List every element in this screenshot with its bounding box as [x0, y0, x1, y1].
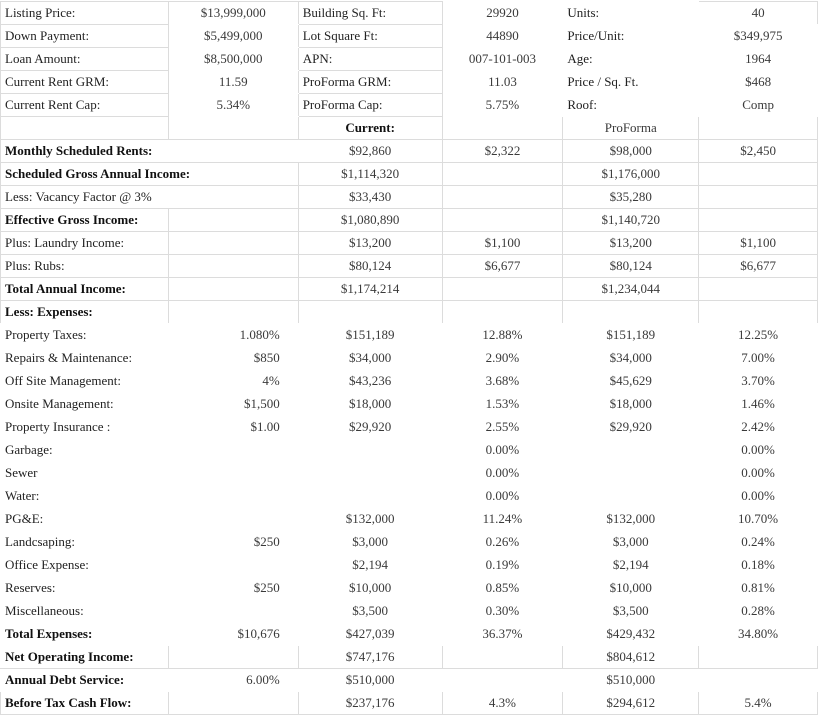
income-row: [1, 255, 818, 278]
proforma-value[interactable]: $35,280: [563, 186, 699, 209]
proforma-value[interactable]: $510,000: [563, 669, 699, 692]
expense-label[interactable]: Onsite Management:: [1, 393, 169, 416]
summary-value[interactable]: 11.59: [168, 71, 298, 94]
income-factor[interactable]: [168, 209, 298, 232]
expense-label[interactable]: Office Expense:: [1, 554, 169, 577]
proforma-value[interactable]: $1,176,000: [563, 163, 699, 186]
proforma-value[interactable]: $3,000: [563, 531, 699, 554]
summary-label[interactable]: Loan Amount:: [1, 48, 169, 71]
expense-factor[interactable]: 4%: [168, 370, 298, 393]
current-value[interactable]: $10,000: [298, 577, 442, 600]
current-per-unit[interactable]: [442, 278, 563, 301]
expense-label[interactable]: Off Site Management:: [1, 370, 169, 393]
proforma-percent[interactable]: 7.00%: [699, 347, 818, 370]
summary-label[interactable]: Listing Price:: [1, 2, 169, 25]
proforma-percent[interactable]: 2.42%: [699, 416, 818, 439]
proforma-percent[interactable]: 5.4%: [699, 692, 818, 715]
proforma-value[interactable]: [563, 462, 699, 485]
total-label[interactable]: Net Operating Income:: [1, 646, 169, 669]
expense-row: [1, 370, 818, 393]
summary-row: [1, 25, 818, 48]
expense-row: [1, 416, 818, 439]
proforma-value[interactable]: [563, 439, 699, 462]
summary-value[interactable]: 1964: [699, 48, 818, 71]
expense-factor[interactable]: $1,500: [168, 393, 298, 416]
summary-row: [1, 48, 818, 71]
proforma-per-unit[interactable]: [699, 186, 818, 209]
expense-label[interactable]: Landcsaping:: [1, 531, 169, 554]
proforma-percent[interactable]: 34.80%: [699, 623, 818, 646]
current-percent[interactable]: 2.55%: [442, 416, 563, 439]
summary-value[interactable]: $468: [699, 71, 818, 94]
total-factor[interactable]: [168, 646, 298, 669]
proforma-percent[interactable]: 0.81%: [699, 577, 818, 600]
current-value[interactable]: $3,500: [298, 600, 442, 623]
current-value[interactable]: [298, 462, 442, 485]
current-percent[interactable]: 0.85%: [442, 577, 563, 600]
summary-value[interactable]: 5.34%: [168, 94, 298, 117]
current-value[interactable]: $1,114,320: [298, 163, 442, 186]
current-per-unit[interactable]: $6,677: [442, 255, 563, 278]
current-per-unit[interactable]: [442, 209, 563, 232]
expense-factor[interactable]: [168, 462, 298, 485]
current-value[interactable]: $427,039: [298, 623, 442, 646]
empty-cell[interactable]: [1, 117, 169, 140]
summary-label[interactable]: Building Sq. Ft:: [298, 2, 442, 25]
summary-value[interactable]: 29920: [442, 2, 563, 25]
income-label[interactable]: Scheduled Gross Annual Income:: [1, 163, 299, 186]
empty-cell[interactable]: [442, 117, 563, 140]
current-value[interactable]: $80,124: [298, 255, 442, 278]
income-factor[interactable]: [168, 278, 298, 301]
expense-row: [1, 324, 818, 347]
expense-row: [1, 347, 818, 370]
summary-value[interactable]: Comp: [699, 94, 818, 117]
summary-label[interactable]: Down Payment:: [1, 25, 169, 48]
current-percent[interactable]: 4.3%: [442, 692, 563, 715]
proforma-value[interactable]: $10,000: [563, 577, 699, 600]
proforma-value[interactable]: $34,000: [563, 347, 699, 370]
proforma-value[interactable]: $1,234,044: [563, 278, 699, 301]
summary-label[interactable]: Price/Unit:: [563, 25, 699, 48]
proforma-value[interactable]: $18,000: [563, 393, 699, 416]
current-per-unit[interactable]: $1,100: [442, 232, 563, 255]
proforma-value[interactable]: $98,000: [563, 140, 699, 163]
proforma-percent[interactable]: 0.00%: [699, 485, 818, 508]
expense-row: [1, 554, 818, 577]
current-value[interactable]: [298, 485, 442, 508]
expense-label[interactable]: PG&E:: [1, 508, 169, 531]
proforma-percent[interactable]: 0.18%: [699, 554, 818, 577]
expense-label[interactable]: Garbage:: [1, 439, 169, 462]
income-factor[interactable]: [168, 232, 298, 255]
total-expenses-row: [1, 623, 818, 646]
proforma-percent[interactable]: 12.25%: [699, 324, 818, 347]
proforma-value[interactable]: $429,432: [563, 623, 699, 646]
proforma-percent[interactable]: 3.70%: [699, 370, 818, 393]
total-factor[interactable]: $10,676: [168, 623, 298, 646]
proforma-value[interactable]: $80,124: [563, 255, 699, 278]
empty-cell[interactable]: [442, 301, 563, 324]
summary-value[interactable]: $13,999,000: [168, 2, 298, 25]
current-value[interactable]: $3,000: [298, 531, 442, 554]
empty-cell[interactable]: [168, 301, 298, 324]
current-value[interactable]: $2,194: [298, 554, 442, 577]
empty-cell[interactable]: [168, 117, 298, 140]
summary-value[interactable]: $5,499,000: [168, 25, 298, 48]
header-current[interactable]: Current:: [298, 117, 442, 140]
current-per-unit[interactable]: $2,322: [442, 140, 563, 163]
total-factor[interactable]: [168, 692, 298, 715]
expense-label[interactable]: Reserves:: [1, 577, 169, 600]
current-percent[interactable]: 0.00%: [442, 439, 563, 462]
current-percent[interactable]: 0.19%: [442, 554, 563, 577]
expense-label[interactable]: Property Taxes:: [1, 324, 169, 347]
proforma-value[interactable]: $29,920: [563, 416, 699, 439]
income-row: [1, 140, 818, 163]
current-value[interactable]: $29,920: [298, 416, 442, 439]
proforma-value[interactable]: [563, 485, 699, 508]
summary-value[interactable]: 007-101-003: [442, 48, 563, 71]
proforma-percent[interactable]: 10.70%: [699, 508, 818, 531]
expense-row: [1, 531, 818, 554]
summary-row: [1, 2, 818, 25]
proforma-percent[interactable]: 0.28%: [699, 600, 818, 623]
income-row: [1, 209, 818, 232]
current-percent[interactable]: [442, 646, 563, 669]
proforma-percent[interactable]: 0.00%: [699, 439, 818, 462]
expense-factor[interactable]: [168, 485, 298, 508]
income-row: [1, 186, 818, 209]
expense-label[interactable]: Water:: [1, 485, 169, 508]
proforma-per-unit[interactable]: [699, 209, 818, 232]
summary-label[interactable]: Units:: [563, 2, 699, 25]
summary-label[interactable]: ProForma GRM:: [298, 71, 442, 94]
expense-row: [1, 439, 818, 462]
proforma-value[interactable]: $1,140,720: [563, 209, 699, 232]
expense-row: [1, 462, 818, 485]
proforma-value[interactable]: $13,200: [563, 232, 699, 255]
current-per-unit[interactable]: [442, 186, 563, 209]
current-value[interactable]: $237,176: [298, 692, 442, 715]
current-percent[interactable]: 0.30%: [442, 600, 563, 623]
expense-label[interactable]: Repairs & Maintenance:: [1, 347, 169, 370]
expense-row: [1, 600, 818, 623]
total-label[interactable]: Before Tax Cash Flow:: [1, 692, 169, 715]
expense-label[interactable]: Sewer: [1, 462, 169, 485]
proforma-value[interactable]: $804,612: [563, 646, 699, 669]
empty-cell[interactable]: [699, 117, 818, 140]
proforma-per-unit[interactable]: [699, 163, 818, 186]
proforma-percent[interactable]: 1.46%: [699, 393, 818, 416]
current-value[interactable]: $1,080,890: [298, 209, 442, 232]
summary-row: [1, 94, 818, 117]
pro-forma-sheet: [0, 1, 818, 715]
summary-label[interactable]: Age:: [563, 48, 699, 71]
current-percent[interactable]: 0.00%: [442, 462, 563, 485]
current-value[interactable]: [298, 439, 442, 462]
expenses-header-row: [1, 301, 818, 324]
current-percent[interactable]: 12.88%: [442, 324, 563, 347]
expense-row: [1, 485, 818, 508]
income-row: [1, 163, 818, 186]
expense-factor[interactable]: 1.080%: [168, 324, 298, 347]
summary-value[interactable]: 5.75%: [442, 94, 563, 117]
expense-factor[interactable]: [168, 439, 298, 462]
income-label[interactable]: Plus: Rubs:: [1, 255, 169, 278]
expense-row: [1, 393, 818, 416]
total-label[interactable]: Total Expenses:: [1, 623, 169, 646]
current-percent[interactable]: 11.24%: [442, 508, 563, 531]
current-percent[interactable]: 1.53%: [442, 393, 563, 416]
expense-label[interactable]: Miscellaneous:: [1, 600, 169, 623]
expense-factor[interactable]: [168, 600, 298, 623]
empty-cell[interactable]: [563, 301, 699, 324]
summary-label[interactable]: Current Rent Cap:: [1, 94, 169, 117]
current-value[interactable]: $132,000: [298, 508, 442, 531]
current-value[interactable]: $151,189: [298, 324, 442, 347]
current-percent[interactable]: 0.00%: [442, 485, 563, 508]
current-value[interactable]: $92,860: [298, 140, 442, 163]
expense-factor[interactable]: $1.00: [168, 416, 298, 439]
income-label[interactable]: Less: Vacancy Factor @ 3%: [1, 186, 299, 209]
proforma-percent[interactable]: 0.24%: [699, 531, 818, 554]
current-value[interactable]: $510,000: [298, 669, 442, 692]
summary-label[interactable]: Lot Square Ft:: [298, 25, 442, 48]
income-row: [1, 232, 818, 255]
cash-flow-row: [1, 692, 818, 715]
proforma-per-unit[interactable]: $6,677: [699, 255, 818, 278]
income-label[interactable]: Total Annual Income:: [1, 278, 169, 301]
summary-label[interactable]: ProForma Cap:: [298, 94, 442, 117]
current-percent[interactable]: [442, 669, 563, 692]
proforma-value[interactable]: $132,000: [563, 508, 699, 531]
summary-label[interactable]: Roof:: [563, 94, 699, 117]
total-label[interactable]: Annual Debt Service:: [1, 669, 169, 692]
total-factor[interactable]: 6.00%: [168, 669, 298, 692]
current-value[interactable]: $43,236: [298, 370, 442, 393]
proforma-percent[interactable]: [699, 646, 818, 669]
summary-value[interactable]: 40: [699, 2, 818, 25]
summary-value[interactable]: $8,500,000: [168, 48, 298, 71]
income-label[interactable]: Effective Gross Income:: [1, 209, 169, 232]
proforma-per-unit[interactable]: $2,450: [699, 140, 818, 163]
current-per-unit[interactable]: [442, 163, 563, 186]
expense-factor[interactable]: $250: [168, 577, 298, 600]
proforma-value[interactable]: $45,629: [563, 370, 699, 393]
proforma-percent[interactable]: 0.00%: [699, 462, 818, 485]
summary-row: [1, 71, 818, 94]
proforma-per-unit[interactable]: $1,100: [699, 232, 818, 255]
proforma-value[interactable]: $151,189: [563, 324, 699, 347]
current-value[interactable]: $34,000: [298, 347, 442, 370]
summary-value[interactable]: $349,975: [699, 25, 818, 48]
expense-factor[interactable]: $250: [168, 531, 298, 554]
proforma-value[interactable]: $2,194: [563, 554, 699, 577]
income-label[interactable]: Plus: Laundry Income:: [1, 232, 169, 255]
summary-value[interactable]: 11.03: [442, 71, 563, 94]
debt-service-row: [1, 669, 818, 692]
expense-label[interactable]: Property Insurance :: [1, 416, 169, 439]
current-value[interactable]: $747,176: [298, 646, 442, 669]
current-value[interactable]: $13,200: [298, 232, 442, 255]
income-label[interactable]: Monthly Scheduled Rents:: [1, 140, 299, 163]
header-proforma[interactable]: ProForma: [563, 117, 699, 140]
expenses-header[interactable]: Less: Expenses:: [1, 301, 169, 324]
empty-cell[interactable]: [298, 301, 442, 324]
current-value[interactable]: $18,000: [298, 393, 442, 416]
proforma-value[interactable]: $3,500: [563, 600, 699, 623]
current-percent[interactable]: 3.68%: [442, 370, 563, 393]
current-percent[interactable]: 0.26%: [442, 531, 563, 554]
current-percent[interactable]: 2.90%: [442, 347, 563, 370]
summary-label[interactable]: Current Rent GRM:: [1, 71, 169, 94]
income-factor[interactable]: [168, 255, 298, 278]
summary-label[interactable]: APN:: [298, 48, 442, 71]
summary-value[interactable]: 44890: [442, 25, 563, 48]
income-total-row: [1, 278, 818, 301]
current-value[interactable]: $33,430: [298, 186, 442, 209]
noi-row: [1, 646, 818, 669]
current-percent[interactable]: 36.37%: [442, 623, 563, 646]
expense-factor[interactable]: $850: [168, 347, 298, 370]
column-header-row: [1, 117, 818, 140]
expense-row: [1, 577, 818, 600]
proforma-value[interactable]: $294,612: [563, 692, 699, 715]
current-value[interactable]: $1,174,214: [298, 278, 442, 301]
expense-factor[interactable]: [168, 554, 298, 577]
expense-row: [1, 508, 818, 531]
proforma-per-unit[interactable]: [699, 278, 818, 301]
empty-cell[interactable]: [699, 301, 818, 324]
proforma-percent[interactable]: [699, 669, 818, 692]
summary-label[interactable]: Price / Sq. Ft.: [563, 71, 699, 94]
expense-factor[interactable]: [168, 508, 298, 531]
